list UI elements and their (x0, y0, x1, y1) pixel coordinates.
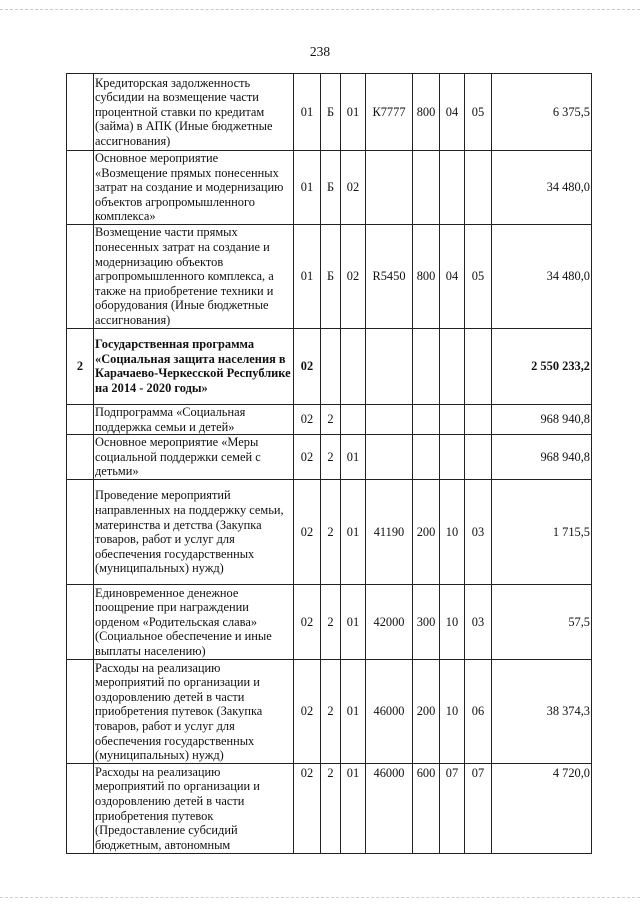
row-subprogram-code: 2 (321, 764, 341, 854)
table-row (67, 224, 592, 328)
row-section: 04 (440, 224, 465, 328)
row-direction-code: К7777 (366, 74, 413, 151)
row-name: Единовременное денежное поощрение при награждении орденом «Родительская слава» (Социальное обеспечение и иные выплаты населению) (94, 585, 294, 660)
row-subprogram-code: Б (321, 224, 341, 328)
row-name: Основное мероприятие «Возмещение прямых понесенных затрат на создание и модернизацию объектов агропромышленного комплекса» (94, 151, 294, 225)
row-name: Возмещение части прямых понесенных затрат на создание и модернизацию объектов агропромышленного комплекса, а также на приобретение техники и оборудования (Иные бюджетные ассигнования) (94, 224, 294, 328)
row-program-code: 01 (294, 74, 321, 151)
row-subsection: 05 (465, 224, 492, 328)
row-direction-code: 42000 (366, 585, 413, 660)
row-direction-code: 46000 (366, 764, 413, 854)
row-program-code: 02 (294, 328, 321, 404)
row-subsection (465, 151, 492, 225)
row-program-code: 02 (294, 660, 321, 764)
row-activity-code: 01 (341, 74, 366, 151)
table-row (67, 74, 592, 151)
row-amount: 4 720,0 (492, 764, 592, 854)
row-subprogram-code: 2 (321, 435, 341, 480)
row-expense-type: 600 (413, 764, 440, 854)
row-subsection (465, 404, 492, 434)
table-row (67, 660, 592, 764)
budget-table (66, 73, 592, 854)
row-subprogram-code: Б (321, 74, 341, 151)
row-subprogram-code: 2 (321, 480, 341, 585)
row-section: 10 (440, 585, 465, 660)
row-name: Государственная программа «Социальная защита населения в Карачаево-Черкесской Республике на 2014 - 2020 годы» (94, 328, 294, 404)
row-subsection (465, 328, 492, 404)
table-row (67, 151, 592, 225)
row-section (440, 151, 465, 225)
row-name: Подпрограмма «Социальная поддержка семьи и детей» (94, 404, 294, 434)
row-subprogram-code: 2 (321, 660, 341, 764)
row-subsection: 07 (465, 764, 492, 854)
table-row (67, 480, 592, 585)
row-subsection: 06 (465, 660, 492, 764)
top-scan-edge (0, 9, 640, 11)
row-program-code: 01 (294, 224, 321, 328)
row-amount: 968 940,8 (492, 435, 592, 480)
row-direction-code (366, 151, 413, 225)
row-number (67, 151, 94, 225)
row-section (440, 404, 465, 434)
table-row (67, 435, 592, 480)
row-activity-code (341, 404, 366, 434)
row-number (67, 764, 94, 854)
row-program-code: 02 (294, 764, 321, 854)
row-number (67, 660, 94, 764)
row-number (67, 224, 94, 328)
table-row (67, 764, 592, 854)
row-number (67, 404, 94, 434)
row-activity-code: 01 (341, 435, 366, 480)
row-activity-code: 01 (341, 660, 366, 764)
row-amount: 38 374,3 (492, 660, 592, 764)
row-section (440, 435, 465, 480)
row-direction-code (366, 328, 413, 404)
row-subsection: 05 (465, 74, 492, 151)
row-amount: 34 480,0 (492, 224, 592, 328)
row-subsection: 03 (465, 480, 492, 585)
row-number (67, 480, 94, 585)
row-name: Основное мероприятие «Меры социальной поддержки семей с детьми» (94, 435, 294, 480)
page-number: 238 (309, 44, 331, 59)
row-expense-type: 200 (413, 660, 440, 764)
row-direction-code: 41190 (366, 480, 413, 585)
row-expense-type: 800 (413, 224, 440, 328)
row-amount: 34 480,0 (492, 151, 592, 225)
row-activity-code: 01 (341, 480, 366, 585)
row-expense-type (413, 404, 440, 434)
row-program-code: 02 (294, 585, 321, 660)
table-row (67, 585, 592, 660)
row-name: Кредиторская задолженность субсидии на возмещение части процентной ставки по кредитам (займа) в АПК (Иные бюджетные ассигнования) (94, 74, 294, 151)
row-direction-code (366, 404, 413, 434)
row-expense-type (413, 328, 440, 404)
row-section (440, 328, 465, 404)
row-name: Расходы на реализацию мероприятий по организации и оздоровлению детей в части приобретения путевок (Закупка товаров, работ и услуг для обеспечения государственных (муниципальных) нужд) (94, 660, 294, 764)
row-expense-type (413, 151, 440, 225)
row-expense-type: 800 (413, 74, 440, 151)
row-number (67, 74, 94, 151)
row-name: Проведение мероприятий направленных на поддержку семьи, материнства и детства (Закупка товаров, работ и услуг для обеспечения государственных (муниципальных) нужд) (94, 480, 294, 585)
row-subsection (465, 435, 492, 480)
row-direction-code (366, 435, 413, 480)
row-amount: 57,5 (492, 585, 592, 660)
row-section: 10 (440, 660, 465, 764)
row-program-code: 02 (294, 435, 321, 480)
row-activity-code: 02 (341, 224, 366, 328)
row-subprogram-code: Б (321, 151, 341, 225)
row-activity-code (341, 328, 366, 404)
row-activity-code: 01 (341, 585, 366, 660)
bottom-scan-edge (0, 897, 640, 899)
row-expense-type: 200 (413, 480, 440, 585)
row-section: 04 (440, 74, 465, 151)
row-amount: 1 715,5 (492, 480, 592, 585)
row-activity-code: 01 (341, 764, 366, 854)
row-amount: 6 375,5 (492, 74, 592, 151)
row-direction-code: 46000 (366, 660, 413, 764)
row-program-code: 02 (294, 404, 321, 434)
row-subprogram-code (321, 328, 341, 404)
row-number: 2 (67, 328, 94, 404)
row-subprogram-code: 2 (321, 585, 341, 660)
row-number (67, 585, 94, 660)
table-row-program (67, 328, 592, 404)
row-amount: 2 550 233,2 (492, 328, 592, 404)
row-name: Расходы на реализацию мероприятий по организации и оздоровлению детей в части приобретения путевок (Предоставление субсидий бюджетным, автономным (94, 764, 294, 854)
row-direction-code: R5450 (366, 224, 413, 328)
table-row (67, 404, 592, 434)
row-activity-code: 02 (341, 151, 366, 225)
row-section: 10 (440, 480, 465, 585)
row-expense-type (413, 435, 440, 480)
row-program-code: 02 (294, 480, 321, 585)
row-expense-type: 300 (413, 585, 440, 660)
row-subprogram-code: 2 (321, 404, 341, 434)
row-amount: 968 940,8 (492, 404, 592, 434)
row-section: 07 (440, 764, 465, 854)
row-number (67, 435, 94, 480)
row-subsection: 03 (465, 585, 492, 660)
row-program-code: 01 (294, 151, 321, 225)
